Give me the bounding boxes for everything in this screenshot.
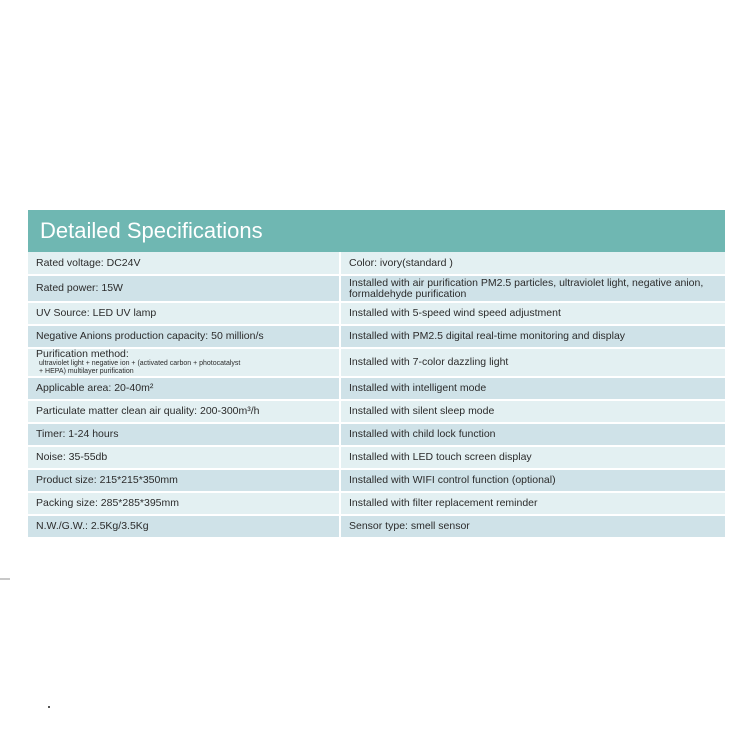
spec-right-cell: Installed with 5-speed wind speed adjustment <box>340 302 725 325</box>
table-row <box>28 446 725 469</box>
scan-speck <box>48 706 50 708</box>
spec-right-cell: Installed with silent sleep mode <box>340 400 725 423</box>
table-row <box>28 275 725 302</box>
spec-right-cell: Installed with air purification PM2.5 particles, ultraviolet light, negative anion, formaldehyde purification <box>340 275 725 302</box>
spec-right-cell: Installed with filter replacement reminder <box>340 492 725 515</box>
spec-table-body <box>28 252 725 538</box>
spec-right-cell: Installed with 7-color dazzling light <box>340 348 725 377</box>
spec-right-cell: Installed with intelligent mode <box>340 377 725 400</box>
spec-panel <box>28 210 725 539</box>
table-row <box>28 515 725 538</box>
table-row <box>28 348 725 377</box>
table-row <box>28 252 725 275</box>
scan-speck <box>0 578 10 580</box>
purification-method-note: ultraviolet light + negative ion + (activated carbon + photocatalyst + HEPA) multilayer purification <box>39 360 241 376</box>
spec-table <box>28 252 725 539</box>
table-row <box>28 377 725 400</box>
table-row <box>28 325 725 348</box>
spec-left-cell: Rated voltage: DC24V <box>28 252 340 275</box>
spec-left-cell: Packing size: 285*285*395mm <box>28 492 340 515</box>
spec-left-cell: Noise: 35-55db <box>28 446 340 469</box>
spec-right-cell: Installed with child lock function <box>340 423 725 446</box>
spec-right-cell: Color: ivory(standard ) <box>340 252 725 275</box>
spec-left-cell: Negative Anions production capacity: 50 million/s <box>28 325 340 348</box>
spec-left-cell: Product size: 215*215*350mm <box>28 469 340 492</box>
purification-method-label: Purification method: <box>36 348 129 360</box>
table-row <box>28 423 725 446</box>
spec-left-cell: Particulate matter clean air quality: 200-300m³/h <box>28 400 340 423</box>
spec-left-cell: Timer: 1-24 hours <box>28 423 340 446</box>
spec-left-cell: Rated power: 15W <box>28 275 340 302</box>
table-row <box>28 469 725 492</box>
table-row <box>28 400 725 423</box>
spec-right-cell: Sensor type: smell sensor <box>340 515 725 538</box>
spec-header <box>28 210 725 252</box>
page-title: Detailed Specifications <box>40 218 263 243</box>
spec-right-cell: Installed with PM2.5 digital real-time monitoring and display <box>340 325 725 348</box>
spec-left-cell: Applicable area: 20-40m² <box>28 377 340 400</box>
table-row <box>28 302 725 325</box>
spec-right-cell: Installed with WIFI control function (optional) <box>340 469 725 492</box>
table-row <box>28 492 725 515</box>
spec-left-cell <box>28 348 340 377</box>
spec-right-cell: Installed with LED touch screen display <box>340 446 725 469</box>
spec-left-cell: UV Source: LED UV lamp <box>28 302 340 325</box>
spec-left-cell: N.W./G.W.: 2.5Kg/3.5Kg <box>28 515 340 538</box>
